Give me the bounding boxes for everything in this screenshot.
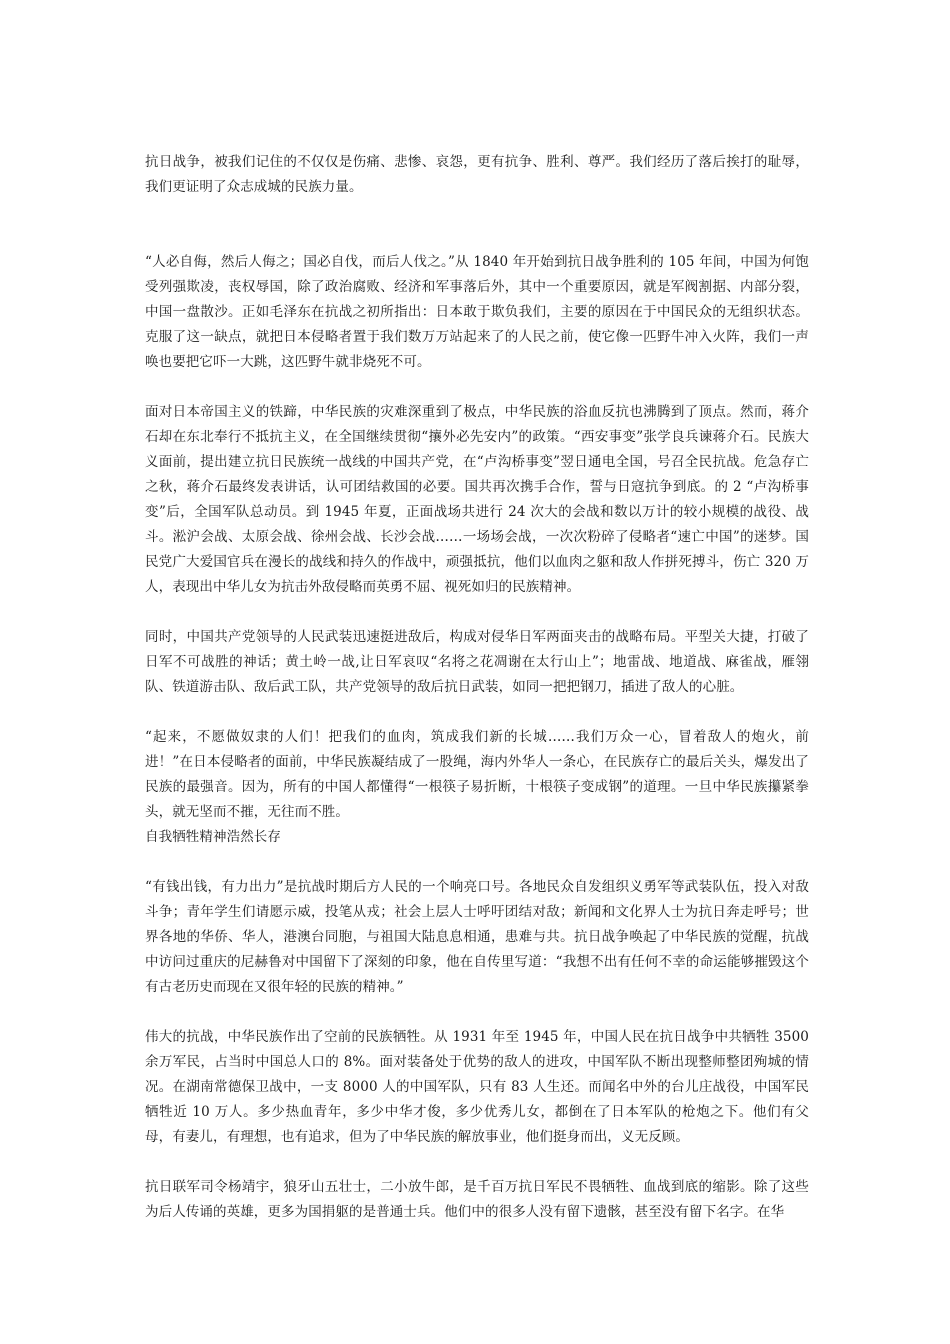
spacer [145,200,809,250]
spacer [145,1150,809,1175]
paragraph-heroes: 抗日联军司令杨靖宇，狼牙山五壮士，二小放牛郎，是千百万抗日军民不畏牺牲、血战到底的缩影。除了这些为后人传诵的英雄，更多为国捐躯的是普通士兵。他们中的很多人没有留下遗骸，甚至没有留下名字。在华 [145,1179,809,1220]
paragraph-frontline: 面对日本帝国主义的铁蹄，中华民族的灾难深重到了极点，中华民族的浴血反抗也沸腾到了顶点。然而，蒋介石却在东北奉行不抵抗主义，在全国继续贯彻“攘外必先安内”的政策。“西安事变”张学良兵谏蒋介石。民族大义面前，提出建立抗日民族统一战线的中国共产党，在“卢沟桥事变”翌日通电全国，号召全民抗战。危急存亡之秋，蒋介石最终发表讲话，认可团结救国的必要。国共再次携手合作，誓与日寇抗争到底。的 2 “卢沟桥事变”后，全国军队总动员。到 1945 年夏，正面战场共进行 24 次大的会战和数以万计的较小规模的战役、战斗。淞沪会战、太原会战、徐州会战、长沙会战……一场场会战，一次次粉碎了侵略者“速亡中国”的迷梦。国民党广大爱国官兵在漫长的战线和持久的作战中，顽强抵抗，他们以血肉之躯和敌人作拼死搏斗，伤亡 320 万人，表现出中华儿女为抗击外敌侵略而英勇不屈、视死如归的民族精神。 [145,404,809,595]
spacer [145,600,809,625]
paragraph-sacrifice: 伟大的抗战，中华民族作出了空前的民族牺牲。从 1931 年至 1945 年，中国人民在抗日战争中共牺牲 3500 余万军民，占当时中国总人口的 8%。面对装备处于优势的敌人的进攻，中国军队不断出现整师整团殉城的情况。在湖南常德保卫战中，一支 8000 人的中国军队，只有 83 人生还。而闻名中外的台儿庄战役，中国军民牺牲近 10 万人。多少热血青年，多少中华才俊，多少优秀儿女，都倒在了日本军队的枪炮之下。他们有父母，有妻儿，有理想，也有追求，但为了中华民族的解放事业，他们挺身而出，义无反顾。 [145,1029,809,1145]
paragraph-home-front: “有钱出钱，有力出力”是抗战时期后方人民的一个响亮口号。各地民众自发组织义勇军等武装队伍，投入对敌斗争；青年学生们请愿示威，投笔从戎；社会上层人士呼吁团结对敌；新闻和文化界人士为抗日奔走呼号；世界各地的华侨、华人，港澳台同胞，与祖国大陆息息相通，患难与共。抗日战争唤起了中华民族的觉醒，抗战中访问过重庆的尼赫鲁对中国留下了深刻的印象，他在自传里写道：“我想不出有任何不幸的命运能够摧毁这个有古老历史而现在又很年轻的民族的精神。” [145,879,809,995]
paragraph-self-respect: “人必自侮，然后人侮之；国必自伐，而后人伐之。”从 1840 年开始到抗日战争胜利的 105 年间，中国为何饱受列强欺凌，丧权辱国，除了政治腐败、经济和军事落后外，其中一个重要原因，就是军阀割据、内部分裂，中国一盘散沙。正如毛泽东在抗战之初所指出：日本敢于欺负我们，主要的原因在于中国民众的无组织状态。克服了这一缺点，就把日本侵略者置于我们数万万站起来了的人民之前，使它像一匹野牛冲入火阵，我们一声唤也要把它吓一大跳，这匹野牛就非烧死不可。 [145,254,809,370]
spacer [145,375,809,400]
paragraph-anthem: “起来，不愿做奴隶的人们！把我们的血肉，筑成我们新的长城……我们万众一心，冒着敌人的炮火，前进！”在日本侵略者的面前，中华民族凝结成了一股绳，海内外华人一条心，在民族存亡的最后关头，爆发出了民族的最强音。因为，所有的中国人都懂得“一根筷子易折断，十根筷子变成钢”的道理。一旦中华民族攥紧拳头，就无坚而不摧，无往而不胜。 [145,729,809,820]
paragraph-communist-forces: 同时，中国共产党领导的人民武装迅速挺进敌后，构成对侵华日军两面夹击的战略布局。平型关大捷，打破了日军不可战胜的神话；黄土岭一战,让日军哀叹“名将之花凋谢在太行山上”；地雷战、地道战、麻雀战，雁翎队、铁道游击队、敌后武工队，共产党领导的敌后抗日武装，如同一把把钢刀，插进了敌人的心脏。 [145,629,809,695]
document-body [145,150,809,1225]
spacer [145,1000,809,1025]
section-heading: 自我牺牲精神浩然长存 [145,829,281,845]
spacer [145,700,809,725]
paragraph-intro: 抗日战争，被我们记住的不仅仅是伤痛、悲惨、哀怨，更有抗争、胜利、尊严。我们经历了落后挨打的耻辱，我们更证明了众志成城的民族力量。 [145,154,809,195]
spacer [145,850,809,875]
